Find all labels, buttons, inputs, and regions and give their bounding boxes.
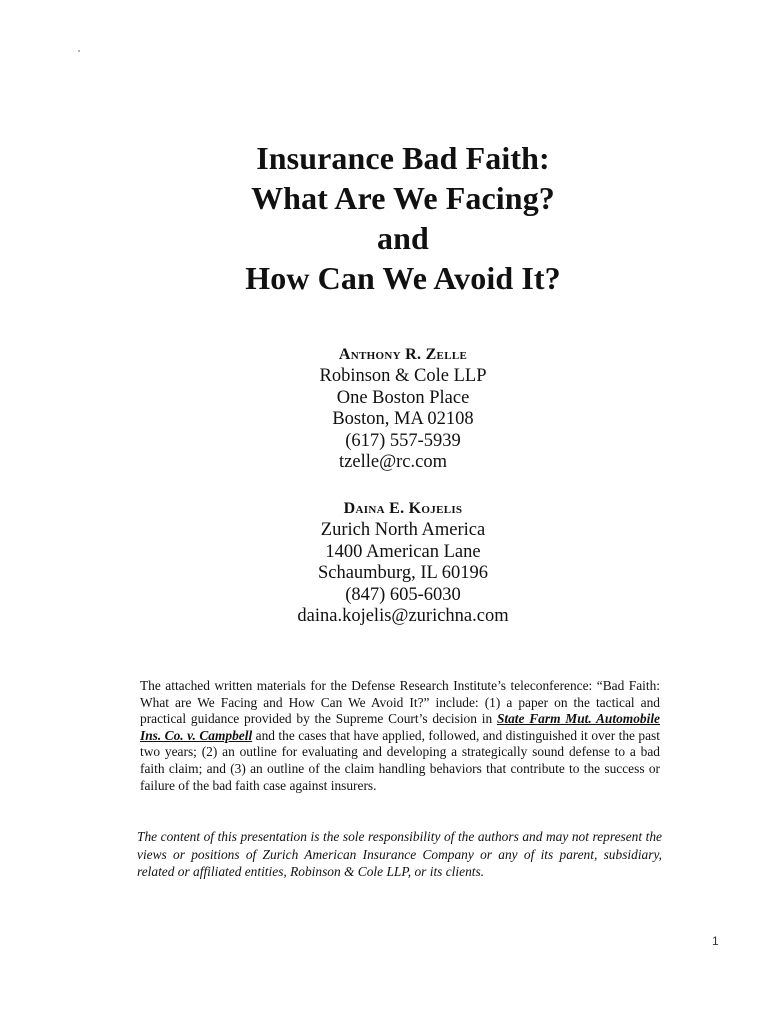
author-address-line: Boston, MA 02108: [332, 409, 474, 429]
author-address-line: One Boston Place: [336, 387, 470, 408]
intro-text-after: and the cases that have applied, followed, and distinguished it over the past two years; (2) an outline for evaluating and developing a strategically sound defense to a bad faith claim; and (3) an outline of the claim handling behaviors that contribute to the success or failure of the bad faith case against insurers.: [140, 727, 660, 793]
intro-text-before: The attached written materials for the Defense Research Institute’s teleconference: “Bad Faith: What are We Facing and How Can We Avoid It?” include: (1) a paper on the tactical and practical guidance provided by the Supreme Court’s decision in: [140, 678, 660, 727]
author-block-zelle: [0, 344, 768, 474]
title-line: How Can We Avoid It?: [245, 260, 561, 296]
author-organization: Robinson & Cole LLP: [319, 366, 487, 386]
title-line: What Are We Facing?: [251, 180, 555, 216]
title-line: and: [377, 220, 429, 256]
author-phone: (617) 557-5939: [345, 430, 461, 451]
author-name: Daina E. Kojelis: [343, 500, 463, 517]
author-address-line: Schaumburg, IL 60196: [317, 563, 489, 583]
author-address-line: 1400 American Lane: [325, 541, 481, 562]
author-email: daina.kojelis@zurichna.com: [297, 606, 509, 626]
author-organization: Zurich North America: [320, 520, 486, 540]
author-email: tzelle@rc.com: [339, 452, 447, 472]
disclaimer-paragraph: The content of this presentation is the sole responsibility of the authors and may not represent the views or positions of Zurich American Insurance Company or any of its parent, subsidiary, related or affiliated entities, Robinson & Cole LLP, or its clients.: [137, 829, 662, 879]
author-block-kojelis: [0, 498, 768, 628]
title-line: Insurance Bad Faith:: [256, 140, 550, 176]
scan-speck: [78, 50, 80, 52]
author-phone: (847) 605-6030: [345, 584, 461, 605]
intro-paragraph: [140, 678, 660, 794]
case-citation: State Farm Mut. Automobile Ins. Co. v. Campbell: [140, 711, 660, 743]
document-title: [0, 138, 768, 298]
page-number: 1: [712, 934, 719, 948]
author-name: Anthony R. Zelle: [338, 346, 468, 363]
